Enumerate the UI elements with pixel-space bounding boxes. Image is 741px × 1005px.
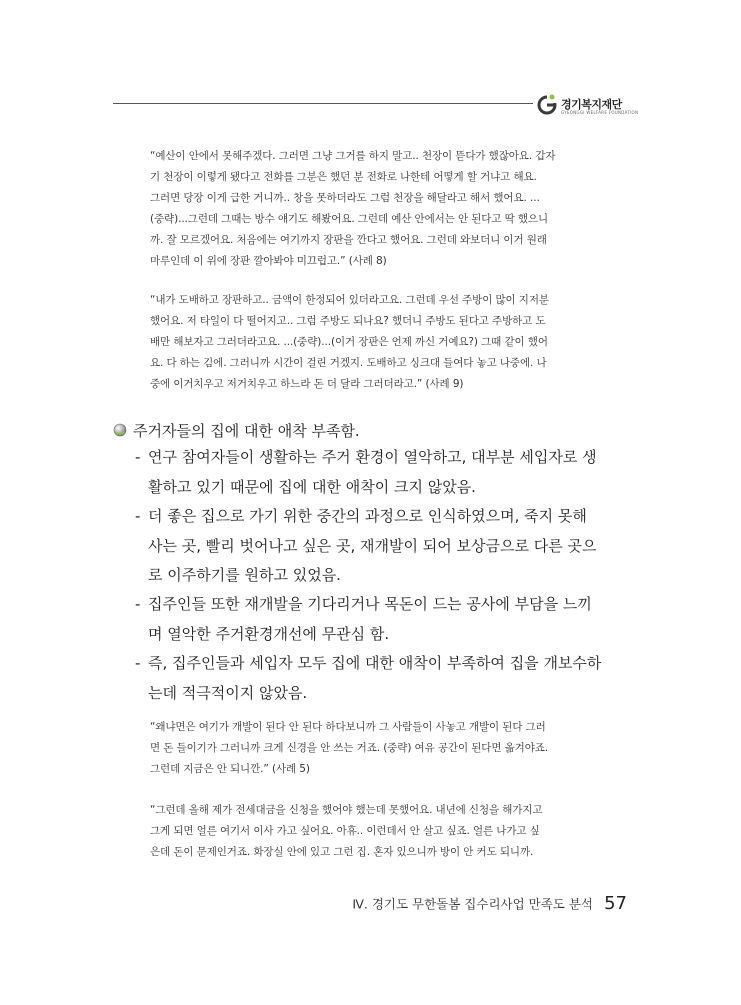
finding-item xyxy=(135,649,633,708)
dash-marker: - xyxy=(135,507,141,525)
interview-quote-3: “왜냐면은 여기가 개발이 된다 안 된다 하다보니까 그 사람들이 사놓고 개발이 된다 그러 면 돈 들이기가 그러니까 크게 신경을 안 쓰는 거죠. (중략) 여유 공간이 된다면 옮겨야죠. 그런데 지금은 안 되니깐.” (사례 5) xyxy=(150,721,549,775)
dash-marker: - xyxy=(135,595,141,613)
finding-item xyxy=(135,502,633,591)
interview-quote-4: “그런데 올해 제가 전세대금을 신청을 했어야 했는데 못했어요. 내년에 신청을 해가지고 그게 되면 얼른 여기서 이사 가고 싶어요. 아휴.. 이런데서 안 살고 싶죠. 얼른 나가고 싶 은데 돈이 문제인거죠. 화장실 안에 있고 그런 집. 혼자 있으니까 방이 안 커도 되니까. xyxy=(150,804,543,858)
finding-item xyxy=(135,590,633,649)
finding-text: 즉, 집주인들과 세입자 모두 집에 대한 애착이 부족하여 집을 개보수하 는데 적극적이지 않았음. xyxy=(148,654,602,702)
page-number: 57 xyxy=(604,893,627,914)
section-heading xyxy=(113,420,633,444)
dash-marker: - xyxy=(135,448,141,466)
finding-text: 더 좋은 집으로 가기 위한 중간의 과정으로 인식하였으며, 죽지 못해 사는 곳, 빨리 벗어나고 싶은 곳, 재개발이 되어 보상금으로 다른 곳으 로 이주하기를 원하고 있었음. xyxy=(148,507,597,584)
foundation-logo xyxy=(535,92,645,118)
finding-text: 집주인들 또한 재개발을 기다리거나 목돈이 드는 공사에 부담을 느끼 며 열악한 주거환경개선에 무관심 함. xyxy=(148,595,592,643)
section-title: 주거자들의 집에 대한 애착 부족함. xyxy=(133,422,360,440)
finding-item xyxy=(135,443,633,502)
org-subtitle: GYEONGGI WELFARE FOUNDATION xyxy=(561,110,639,115)
dash-marker: - xyxy=(135,654,141,672)
foundation-logo-icon xyxy=(535,92,559,116)
findings-section xyxy=(113,420,633,702)
chapter-title: Ⅳ. 경기도 무한돌봄 집수리사업 만족도 분석 xyxy=(352,896,593,912)
org-name: 경기복지재단 xyxy=(561,98,622,111)
interview-quote-2: “내가 도배하고 장판하고.. 금액이 한정되어 있더라고요. 그런데 우선 주방이 많이 지저분 했어요. 저 타일이 다 떨어지고.. 그럼 주방도 되나요? 했더니 주방도 된다고 주방하고 도 배만 해보자고 그러더라고요. ...(중략)...(이거 장판은 언제 까신 거예요?) 그때 같이 했어 요. 다 하는 김에. 그러니까 시간이 걸린 거겠지. 도배하고 싱크대 들여다 놓고 나중에. 나 중에 이거치우고 저거치우고 하느라 돈 더 달라 그러더라고.” (사례 9) xyxy=(150,294,549,390)
header-rule xyxy=(113,103,533,104)
page-footer xyxy=(352,893,627,914)
interview-quote-1: “예산이 안에서 못해주겠다. 그러면 그냥 그거를 하지 말고.. 천장이 뜯다가 했잖아요. 갑자 기 천장이 이렇게 됐다고 전화를 그분은 했던 분 전화로 나한테 어떻게 할 거냐고 해요. 그러면 당장 이게 급한 거니까.. 창을 못하더라도 그럼 천장을 해달라고 해서 했어요. ... (중략)...그런데 그때는 방수 얘기도 해봤어요. 그런데 예산 안에서는 안 된다고 딱 했으니 까. 잘 모르겠어요. 처음에는 여기까지 장판을 깐다고 했어요. 그런데 와보더니 이거 원래 마루인데 이 위에 장판 깔아봐야 미끄럽고.” (사례 8) xyxy=(150,150,556,267)
finding-text: 연구 참여자들이 생활하는 주거 환경이 열악하고, 대부분 세입자로 생 활하고 있기 때문에 집에 대한 애착이 크지 않았음. xyxy=(148,448,597,496)
bullet-sphere-icon xyxy=(113,423,127,437)
